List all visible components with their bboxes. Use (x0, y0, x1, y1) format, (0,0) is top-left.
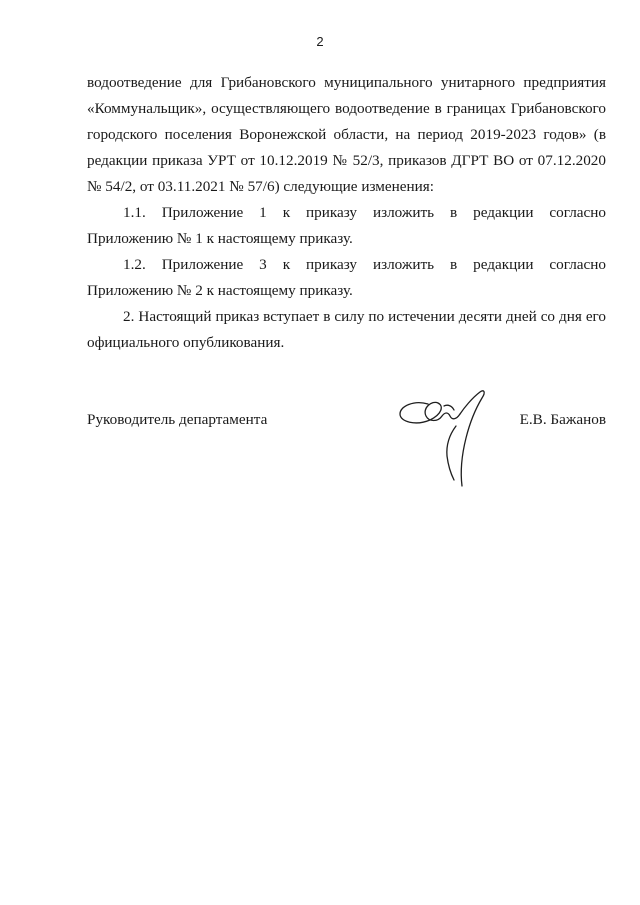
body-line-3: городского поселения Воронежской области, на период 2019-2023 годов» (в (87, 126, 606, 143)
body-line-2: «Коммунальщик», осуществляющего водоотведение в границах Грибановского (87, 100, 606, 117)
item-2-line-1: 2. Настоящий приказ вступает в силу по истечении десяти дней со дня его (123, 308, 606, 325)
body-line-1: водоотведение для Грибановского муниципального унитарного предприятия (87, 74, 606, 91)
body-line-5: № 54/2, от 03.11.2021 № 57/6) следующие изменения: (87, 178, 434, 195)
item-1-2-line-2: Приложению № 2 к настоящему приказу. (87, 282, 353, 299)
item-1-1-line-2: Приложению № 1 к настоящему приказу. (87, 230, 353, 247)
body-line-4: редакции приказа УРТ от 10.12.2019 № 52/3, приказов ДГРТ ВО от 07.12.2020 (87, 152, 606, 169)
page-number: 2 (316, 34, 324, 49)
signer-title: Руководитель департамента (87, 411, 268, 428)
item-1-1-line-1: 1.1. Приложение 1 к приказу изложить в редакции согласно (123, 204, 606, 221)
item-2-line-2: официального опубликования. (87, 334, 285, 351)
item-1-2-line-1: 1.2. Приложение 3 к приказу изложить в редакции согласно (123, 256, 606, 273)
signer-name: Е.В. Бажанов (519, 411, 606, 428)
handwritten-signature (392, 382, 504, 490)
